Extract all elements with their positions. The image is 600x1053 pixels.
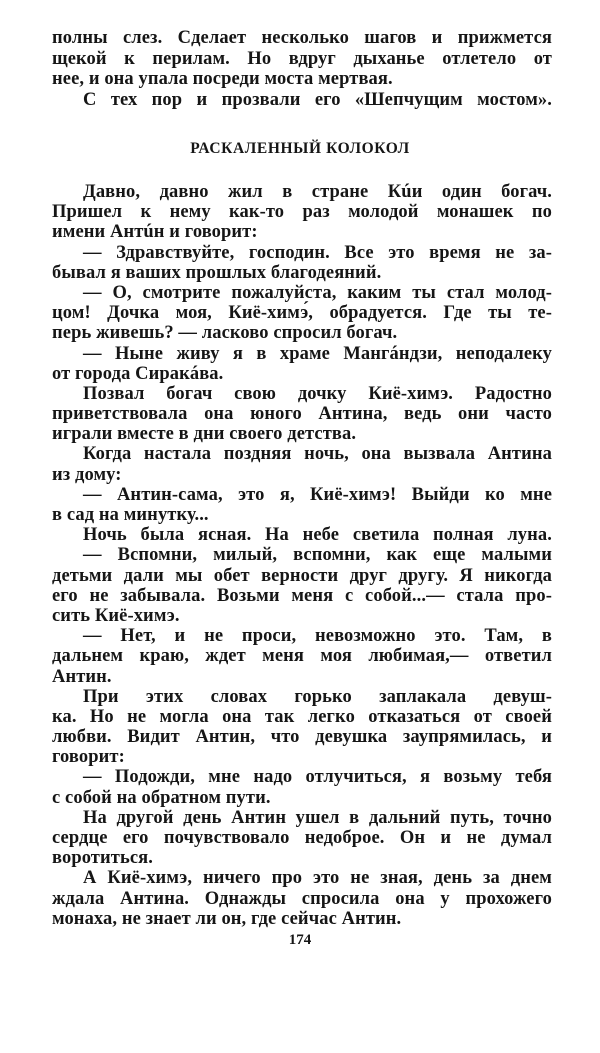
text-line: его не забывала. Возьми меня с собой...— стала про- [52, 585, 552, 606]
text-line: ждала Антина. Однажды спросила она у прохожего [52, 888, 552, 909]
text-line: сить Киё-химэ. [52, 605, 180, 626]
text-line: из дому: [52, 464, 122, 485]
story-body [52, 182, 552, 929]
text-line: цом! Дочка моя, Киё-химэ́, обрадуется. Где ты те- [52, 303, 552, 324]
text-line: ка. Но не могла она так легко отказаться от своей [52, 706, 552, 727]
text-line: воротиться. [52, 848, 153, 869]
text-line: полны слез. Сделает несколько шагов и прижмется [52, 28, 552, 48]
text-line: с собой на обратном пути. [52, 787, 271, 808]
text-line: детьми дали мы обет верности друг другу. Я никогда [52, 565, 552, 586]
text-line: Когда настала поздняя ночь, она вызвала Антина [83, 444, 552, 465]
text-line: С тех пор и прозвали его «Шепчущим мостом». [83, 90, 552, 111]
text-line: Давно, давно жил в стране Кúи один богач. [83, 182, 552, 202]
text-line: говорит: [52, 747, 125, 768]
text-line: Антин. [52, 666, 112, 687]
text-line: — Ныне живу я в храме Мангáндзи, неподалеку [83, 343, 552, 364]
text-line: в сад на минутку... [52, 505, 209, 525]
text-line: При этих словах горько заплакала девуш- [83, 686, 552, 707]
text-line: любви. Видит Антин, что девушка заупрямилась, и [52, 727, 552, 748]
previous-story-ending [52, 28, 552, 111]
text-line: играли вместе в дни своего детства. [52, 424, 357, 445]
text-line: перь живешь? — ласково спросил богач. [52, 323, 398, 344]
text-line: от города Сиракáва. [52, 363, 224, 384]
text-line: А Киё-химэ, ничего про это не зная, день за днем [83, 868, 552, 889]
text-line: — Антин-сама, это я, Киё-химэ! Выйди ко мне [83, 484, 552, 505]
text-line: имени Антúн и говорит: [52, 222, 258, 243]
text-line: сердце его почувствовало недоброе. Он и не думал [52, 828, 552, 848]
story-title: РАСКАЛЕННЫЙ КОЛОКОЛ [190, 140, 410, 157]
text-line: приветствовала она юного Антина, ведь они часто [52, 404, 552, 425]
text-line: Позвал богач свою дочку Киё-химэ. Радостно [83, 383, 552, 404]
text-line: Пришел к нему как-то раз молодой монашек по [52, 202, 552, 223]
text-line: щекой к перилам. Но вдруг дыханье отлетело от [52, 48, 552, 69]
text-line: — Нет, и не проси, невозможно это. Там, в [83, 626, 552, 647]
text-line: — Подожди, мне надо отлучиться, я возьму тебя [83, 767, 552, 788]
text-line: — Здравствуйте, господин. Все это время не за- [83, 242, 552, 263]
page-number: 174 [288, 932, 312, 948]
text-line: Ночь была ясная. На небе светила полная луна. [83, 525, 552, 546]
text-line: — Вспомни, милый, вспомни, как еще малыми [83, 545, 552, 566]
text-line: дальнем краю, ждет меня моя любимая,— ответил [52, 646, 552, 667]
text-line: На другой день Антин ушел в дальний путь, точно [83, 807, 552, 828]
text-line: монаха, не знает ли он, где сейчас Антин. [52, 908, 402, 929]
text-line: бывал я ваших прошлых благодеяний. [52, 262, 382, 283]
text-line: нее, и она упала посреди моста мертвая. [52, 69, 393, 90]
text-line: — О, смотрите пожалуйста, каким ты стал молод- [83, 282, 552, 303]
